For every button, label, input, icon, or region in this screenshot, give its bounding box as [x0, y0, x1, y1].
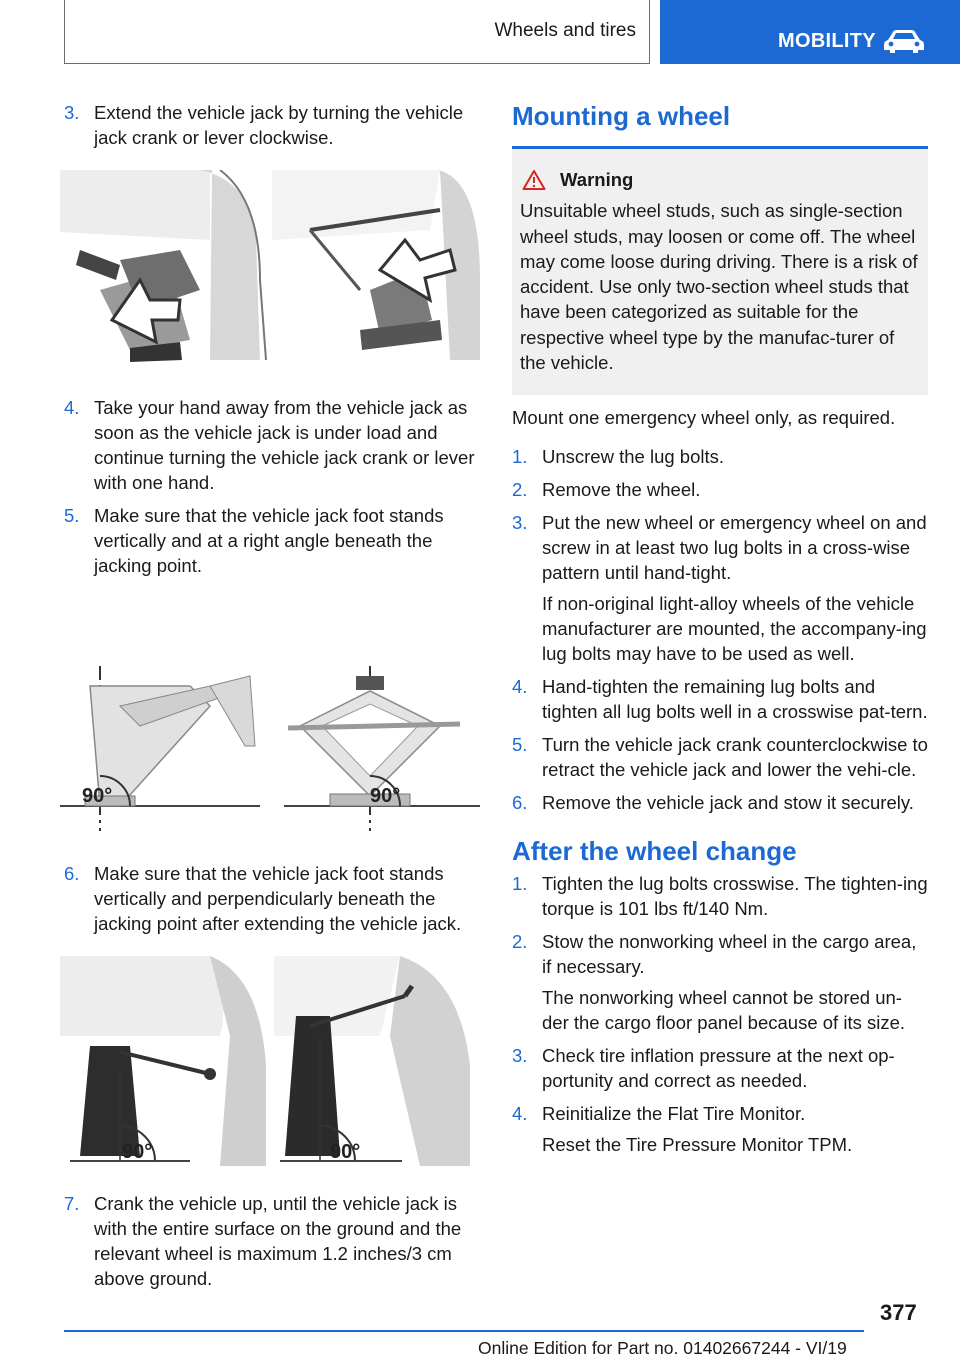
warning-title: [522, 167, 920, 192]
step-text: Unscrew the lug bolts.: [542, 446, 725, 468]
step-text: Extend the vehicle jack by turning the vehicle jack crank or lever clockwise.: [94, 102, 464, 148]
step-text: Stow the nonworking wheel in the cargo area, if necessary.: [542, 931, 917, 978]
warning-text: Unsuitable wheel studs, such as single-section wheel studs, may loosen or come off. The wheel may come loose during driving. There is a risk of accident. Use only two-section wheel studs that have been categorized as suitable for the respective wheel type by the manufac-turer of the vehicle.: [520, 200, 918, 374]
step-text: Remove the wheel.: [542, 479, 701, 501]
warning-box: [512, 149, 928, 395]
warning-icon: [522, 169, 546, 191]
step-4: [64, 395, 478, 495]
right-column: [512, 100, 928, 1165]
step-number: 4.: [512, 1103, 528, 1125]
step-6: [64, 861, 478, 936]
jack-right-angle-diagram: [60, 646, 480, 836]
step-number: 1.: [512, 446, 528, 468]
after-step-2: [512, 929, 928, 1035]
step-number: 2.: [512, 479, 528, 501]
intro-text: Mount one emergency wheel only, as required.: [512, 407, 896, 429]
footer-rule: [64, 1330, 864, 1332]
step-text-group: [542, 510, 928, 666]
angle-label-1: 90°: [82, 785, 113, 807]
step-text-group: [542, 1101, 928, 1157]
step-number: 5.: [512, 734, 528, 756]
after-step-3: [512, 1043, 928, 1093]
after-step-1: [512, 871, 928, 921]
step-subtext: The nonworking wheel cannot be stored un-der the cargo floor panel because of its size.: [542, 987, 906, 1034]
step-3: [64, 100, 478, 150]
car-icon: [882, 28, 926, 54]
warning-title-text: Warning: [560, 169, 634, 190]
step-number: 5.: [64, 505, 80, 526]
step-7: [64, 1191, 478, 1291]
page-number: 377: [880, 1300, 917, 1325]
step-5: [64, 503, 478, 578]
jack-extended-photo: [60, 956, 480, 1166]
mount-step-1: [512, 444, 928, 469]
step-text: Tighten the lug bolts crosswise. The tighten-ing torque is 101 lbs ft/140 Nm.: [542, 873, 928, 920]
step-text: Remove the vehicle jack and stow it securely.: [542, 792, 914, 814]
step-text: Put the new wheel or emergency wheel on and screw in at least two lug bolts in a cross-wise pattern until hand-tight.: [542, 512, 927, 584]
step-text: Make sure that the vehicle jack foot stands vertically and perpendicularly beneath the jacking point after extending the vehicle jack.: [94, 863, 462, 934]
after-step-4: [512, 1101, 928, 1157]
step-number: 6.: [64, 863, 80, 884]
mount-step-4: [512, 674, 928, 724]
step-text-group: [542, 929, 928, 1035]
mount-step-3: [512, 510, 928, 666]
step-number: 6.: [512, 792, 528, 814]
step-text: Hand-tighten the remaining lug bolts and tighten all lug bolts well in a crosswise pat-tern.: [542, 676, 928, 723]
mount-step-6: [512, 790, 928, 815]
step-number: 4.: [64, 397, 80, 418]
mobility-tab[interactable]: [660, 0, 960, 64]
angle-label-2: 90°: [370, 785, 401, 807]
mount-step-5: [512, 732, 928, 782]
jack-extend-illustration: [60, 170, 480, 370]
left-column: [64, 100, 478, 1299]
step-number: 1.: [512, 873, 528, 895]
heading-after-wheel-change: After the wheel change: [512, 836, 797, 867]
step-text: Check tire inflation pressure at the next op-portunity and correct as needed.: [542, 1045, 895, 1092]
angle-label-4: 90°: [330, 1141, 361, 1163]
step-number: 2.: [512, 931, 528, 953]
section-title: Wheels and tires: [494, 20, 636, 41]
step-number: 3.: [512, 1045, 528, 1067]
step-subtext: If non-original light-alloy wheels of the vehicle manufacturer are mounted, the accompany-ing lug bolts may have to be used as well.: [542, 593, 927, 665]
step-text: Take your hand away from the vehicle jack as soon as the vehicle jack is under load and continue turning the vehicle jack crank or lever with one hand.: [94, 397, 475, 493]
angle-label-3: 90°: [122, 1141, 153, 1163]
step-number: 4.: [512, 676, 528, 698]
step-text: Make sure that the vehicle jack foot stands vertically and at a right angle beneath the jacking point.: [94, 505, 444, 576]
step-number: 3.: [512, 512, 528, 534]
step-text: Crank the vehicle up, until the vehicle jack is with the entire surface on the ground and the relevant wheel is maximum 1.2 inches/3 cm above ground.: [94, 1193, 462, 1289]
step-subtext: Reset the Tire Pressure Monitor TPM.: [542, 1134, 853, 1156]
step-number: 7.: [64, 1193, 80, 1214]
tab-label: MOBILITY: [778, 30, 876, 52]
step-number: 3.: [64, 102, 80, 123]
footer-edition: Online Edition for Part no. 01402667244 - VI/19: [478, 1338, 847, 1358]
heading-mounting-wheel: Mounting a wheel: [512, 101, 731, 131]
mount-step-2: [512, 477, 928, 502]
step-text: Reinitialize the Flat Tire Monitor.: [542, 1103, 806, 1125]
step-text: Turn the vehicle jack crank counterclockwise to retract the vehicle jack and lower the vehi-cle.: [542, 734, 928, 781]
